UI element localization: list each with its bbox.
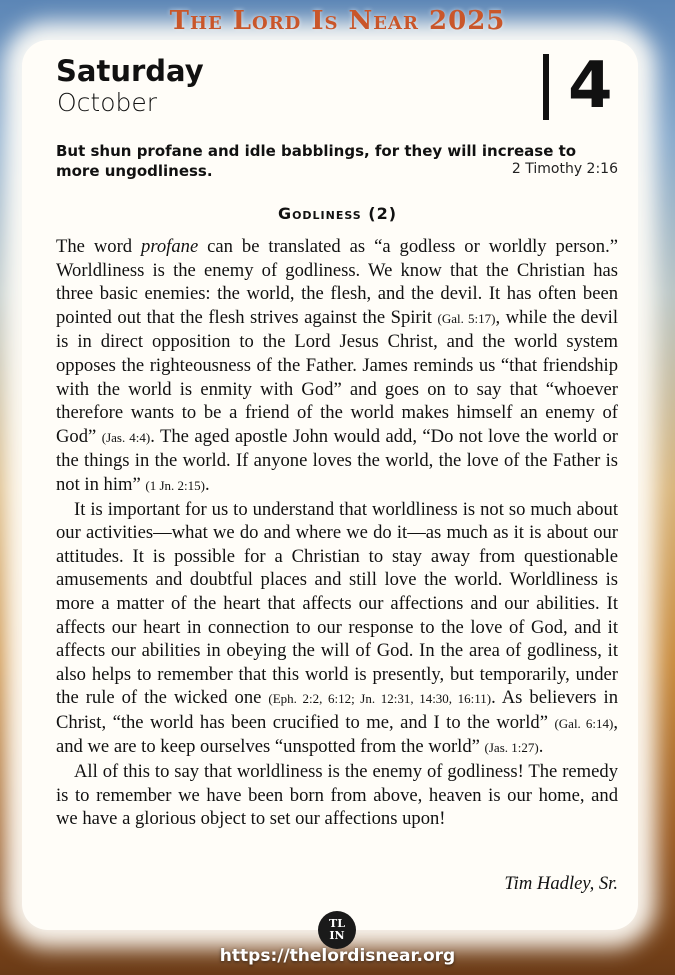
logo-line-1: TL <box>329 917 345 930</box>
body-paragraph <box>56 498 618 761</box>
scripture-citation: (Jas. 4:4) <box>101 429 151 445</box>
tlin-logo-icon <box>318 911 356 949</box>
day-number: 4 <box>568 49 613 123</box>
scripture-citation: (Gal. 6:14) <box>554 715 614 731</box>
devotional-body <box>56 235 618 831</box>
text-run: can be translated as “a godless or worldly person.” Worldliness is the enemy of godliness. We know that the Christian has three basic enemies: the world, the flesh, and the devil. It has often been pointed out that the flesh strives against the Spirit <box>56 236 619 328</box>
weekday: Saturday <box>56 54 204 88</box>
emphasis-word: profane <box>141 236 199 257</box>
text-run: . As believers in Christ, “the world has been crucified to me, and I to the world” <box>56 687 618 733</box>
author: Tim Hadley, Sr. <box>504 873 618 894</box>
scripture-citation: (Gal. 5:17) <box>437 310 496 326</box>
scripture-reference: 2 Timothy 2:16 <box>511 161 618 177</box>
scripture-verse: But shun profane and idle babblings, for they will increase to more ungodliness. <box>56 142 577 180</box>
text-run: The word <box>56 236 142 257</box>
logo-line-2: IN <box>329 929 345 942</box>
text-run: , and we are to keep ourselves “unspotted from the world” <box>56 711 618 758</box>
body-paragraph <box>56 760 618 831</box>
devotional-heading: Godliness (2) <box>277 204 398 223</box>
scripture-citation: (Eph. 2:2, 6:12; Jn. 12:31, 14:30, 16:11) <box>268 691 492 707</box>
text-run: . The aged apostle John would add, “Do not love the world or the things in the world. If anyone loves the world, the love of the Father is not in him” <box>56 425 618 495</box>
scripture-citation: (1 Jn. 2:15) <box>145 477 205 493</box>
text-run: . <box>538 736 544 758</box>
page-banner: The Lord Is Near 2025 <box>169 6 506 36</box>
body-paragraph <box>56 235 618 498</box>
text-run: It is important for us to understand that worldliness is not so much about our activities—what we do and where we do it—as much as it is about our attitudes. It is possible for a Christian to stay away from questionable amusements and doubtful places and still love the world. Worldliness is more a matter of the heart that affects our affections and our abilities. It affects our heart in connection to our response to the love of God, and it affects our abilities in obeying the will of God. In the area of godliness, it also helps to remember that this world is presently, but temporarily, under the rule of the wicked one <box>56 498 618 709</box>
text-run: All of this to say that worldliness is the enemy of godliness! The remedy is to remember we have been born from above, heaven is our home, and we have a glorious object to set our affections upon! <box>56 761 618 830</box>
text-run: . <box>204 473 210 495</box>
date-divider <box>543 54 549 120</box>
scripture-citation: (Jas. 1:27) <box>484 740 539 756</box>
website-url[interactable]: https://thelordisnear.org <box>219 946 456 966</box>
month: October <box>57 88 158 117</box>
text-run: , while the devil is in direct opposition to the Lord Jesus Christ, and the world system opposes the righteousness of the Father. James reminds us “that friendship with the world is enmity with God” and goes on to say that “whoever therefore wants to be a friend of the world makes himself an enemy of God” <box>56 306 618 447</box>
